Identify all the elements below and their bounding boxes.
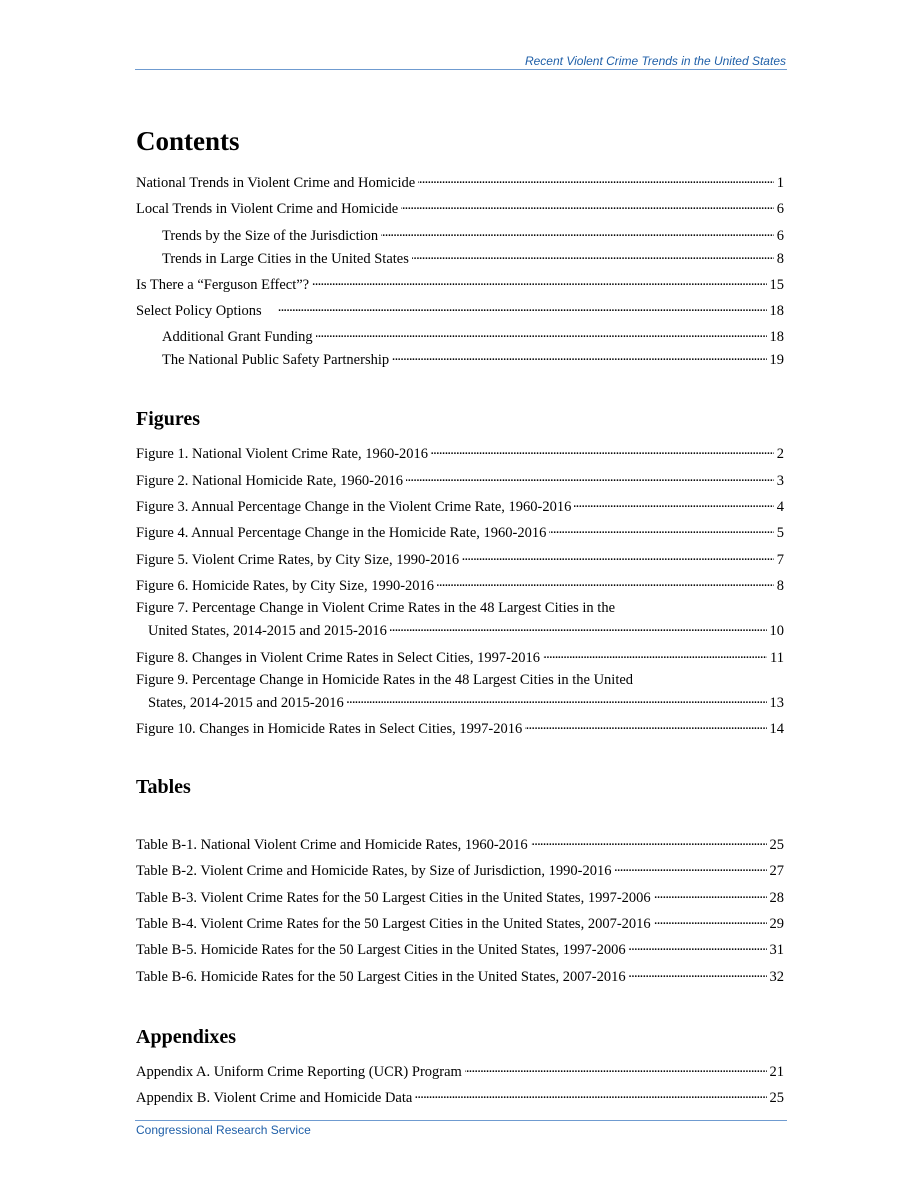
toc-entry-text: Trends in Large Cities in the United States [162, 250, 409, 267]
figure-entry[interactable] [136, 520, 784, 543]
dot-leader [549, 520, 773, 537]
toc-entry-text: National Trends in Violent Crime and Homicide [136, 175, 416, 191]
figure-entry[interactable] [136, 468, 784, 491]
toc-entry-text: Table B-4. Violent Crime Rates for the 50 Largest Cities in the United States, 2007-2016 [136, 916, 651, 933]
toc-entry-text: Appendix B. Violent Crime and Homicide Data [136, 1089, 413, 1106]
toc-entry-text: Figure 4. Annual Percentage Change in the Homicide Rate, 1960-2016 [136, 525, 547, 542]
dot-leader [614, 858, 766, 875]
dot-leader [392, 347, 766, 364]
figure-entry[interactable] [136, 441, 784, 464]
tables-list [136, 832, 784, 986]
dot-leader [347, 690, 767, 707]
toc-entry-page: 1 [776, 175, 784, 191]
toc-entry-page: 25 [769, 837, 784, 854]
toc-entry-page: 11 [770, 649, 784, 666]
toc-subentry[interactable] [136, 246, 784, 269]
toc-entry[interactable] [136, 272, 784, 295]
dot-leader [312, 272, 766, 289]
contents-heading: Contents [136, 126, 240, 156]
contents-list [136, 170, 784, 370]
dot-leader [543, 645, 767, 662]
toc-entry-page: 21 [769, 1063, 784, 1080]
figure-entry[interactable] [136, 716, 784, 739]
dot-leader [437, 573, 774, 590]
toc-entry-page: 8 [776, 577, 784, 594]
toc-entry-page: 32 [769, 968, 784, 985]
toc-entry-text: Local Trends in Violent Crime and Homicide [136, 201, 399, 218]
toc-entry-page: 29 [769, 916, 784, 933]
footer-publisher: Congressional Research Service [136, 1123, 311, 1137]
toc-entry-page: 31 [769, 942, 784, 959]
toc-entry-text: Table B-6. Homicide Rates for the 50 Largest Cities in the United States, 2007-2016 [136, 968, 626, 985]
toc-entry-page: 6 [776, 201, 784, 218]
dot-leader [390, 618, 767, 635]
dot-leader [381, 223, 774, 240]
figure-entry[interactable] [136, 645, 784, 668]
toc-entry-text: Figure 7. Percentage Change in Violent Crime Rates in the 48 Largest Cities in the [136, 600, 616, 617]
toc-entry-page: 15 [769, 276, 784, 293]
figure-entry[interactable] [136, 494, 784, 517]
table-entry[interactable] [136, 832, 784, 855]
toc-entry-page: 3 [776, 472, 784, 489]
table-entry[interactable] [136, 885, 784, 908]
toc-entry-page: 8 [776, 250, 784, 267]
table-entry[interactable] [136, 937, 784, 960]
toc-entry-page: 28 [769, 889, 784, 906]
toc-entry-page: 4 [776, 499, 784, 516]
toc-entry-page: 18 [769, 329, 784, 346]
figures-heading: Figures [136, 408, 201, 431]
dot-leader [412, 246, 774, 263]
toc-entry-page: 18 [769, 303, 784, 320]
dot-leader [629, 937, 767, 954]
toc-entry-text: Figure 10. Changes in Homicide Rates in Select Cities, 1997-2016 [136, 721, 523, 738]
toc-entry-page: 7 [776, 551, 784, 568]
toc-subentry[interactable] [136, 347, 784, 370]
toc-entry-text: Figure 3. Annual Percentage Change in the Violent Crime Rate, 1960-2016 [136, 499, 572, 516]
dot-leader [418, 170, 774, 187]
dot-leader [531, 832, 767, 849]
dot-leader [316, 324, 767, 341]
dot-leader [265, 298, 767, 315]
toc-entry-text: Figure 5. Violent Crime Rates, by City Size, 1990-2016 [136, 551, 460, 568]
running-header: Recent Violent Crime Trends in the United States [524, 54, 786, 68]
toc-entry-text: Select Policy Options [136, 303, 262, 320]
dot-leader [629, 964, 767, 981]
table-of-contents [136, 124, 784, 1108]
footer-rule [135, 1120, 787, 1121]
toc-entry-text: Table B-5. Homicide Rates for the 50 Largest Cities in the United States, 1997-2006 [136, 942, 626, 959]
toc-entry-text: Table B-1. National Violent Crime and Homicide Rates, 1960-2016 [136, 837, 528, 854]
appendixes-list [136, 1059, 784, 1108]
tables-heading: Tables [136, 776, 191, 799]
toc-entry-page: 2 [776, 446, 784, 463]
toc-entry[interactable] [136, 196, 784, 219]
toc-entry-text: Figure 6. Homicide Rates, by City Size, 1990-2016 [136, 577, 435, 594]
dot-leader [415, 1085, 766, 1102]
appendix-entry[interactable] [136, 1085, 784, 1108]
toc-entry[interactable] [136, 170, 784, 193]
appendixes-heading: Appendixes [136, 1025, 237, 1048]
figures-list [136, 441, 784, 739]
figure-entry[interactable] [136, 547, 784, 570]
dot-leader [654, 911, 767, 928]
dot-leader [462, 547, 774, 564]
toc-subentry[interactable] [136, 324, 784, 347]
toc-entry-page: 5 [776, 525, 784, 542]
dot-leader [431, 441, 774, 458]
toc-entry-text: Figure 2. National Homicide Rate, 1960-2016 [136, 472, 403, 489]
figure-entry[interactable] [136, 599, 784, 641]
toc-entry-page: 14 [769, 721, 784, 738]
toc-entry-text: Trends by the Size of the Jurisdiction [162, 227, 379, 244]
toc-entry-page: 19 [769, 352, 784, 369]
toc-entry-text: Table B-2. Violent Crime and Homicide Rates, by Size of Jurisdiction, 1990-2016 [136, 863, 612, 880]
dot-leader [465, 1059, 767, 1076]
dot-leader [401, 196, 774, 213]
figure-entry[interactable] [136, 671, 784, 713]
toc-subentry[interactable] [136, 223, 784, 246]
toc-entry-text: Figure 1. National Violent Crime Rate, 1960-2016 [136, 446, 429, 463]
appendix-entry[interactable] [136, 1059, 784, 1082]
toc-entry-page: 6 [776, 227, 784, 244]
table-entry[interactable] [136, 858, 784, 881]
toc-entry-page: 10 [769, 623, 784, 640]
dot-leader [654, 885, 767, 902]
dot-leader [574, 494, 773, 511]
toc-entry-text-continued: States, 2014-2015 and 2015-2016 [148, 694, 344, 711]
toc-entry-text: Figure 9. Percentage Change in Homicide Rates in the 48 Largest Cities in the United [136, 671, 634, 688]
toc-entry-text: Table B-3. Violent Crime Rates for the 50 Largest Cities in the United States, 1997-2006 [136, 889, 651, 906]
toc-entry[interactable] [136, 298, 784, 321]
dot-leader [525, 716, 766, 733]
figure-entry[interactable] [136, 573, 784, 596]
header-rule [135, 69, 787, 70]
toc-entry-text: Additional Grant Funding [162, 329, 313, 346]
toc-entry-page: 25 [769, 1089, 784, 1106]
table-entry[interactable] [136, 911, 784, 934]
toc-entry-text-continued: United States, 2014-2015 and 2015-2016 [148, 623, 387, 640]
toc-entry-text: Figure 8. Changes in Violent Crime Rates in Select Cities, 1997-2016 [136, 649, 541, 666]
toc-entry-text: Is There a “Ferguson Effect”? [136, 276, 310, 293]
toc-entry-text: Appendix A. Uniform Crime Reporting (UCR) Program [136, 1063, 462, 1080]
dot-leader [406, 468, 774, 485]
toc-entry-text: The National Public Safety Partnership [162, 352, 390, 369]
table-entry[interactable] [136, 964, 784, 987]
toc-entry-page: 13 [769, 694, 784, 711]
toc-entry-page: 27 [769, 863, 784, 880]
